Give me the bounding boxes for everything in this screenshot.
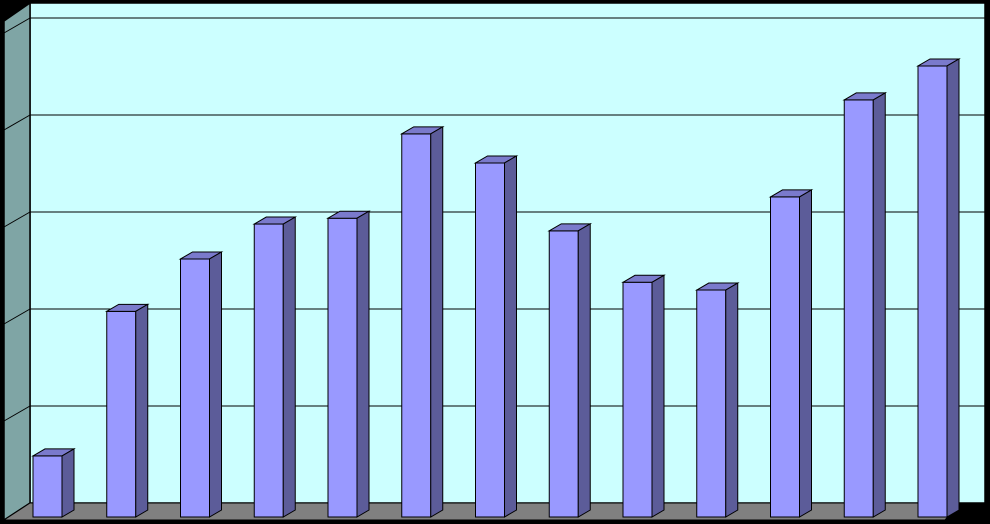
bar-side: [652, 275, 664, 517]
bar-front: [549, 231, 578, 517]
side-wall: [4, 3, 30, 520]
bar: [181, 252, 222, 517]
bar-side: [136, 304, 148, 517]
bar-front: [771, 197, 800, 517]
bar: [623, 275, 664, 517]
bar-side: [210, 252, 222, 517]
bar-front: [402, 134, 431, 517]
bar-front: [328, 218, 357, 517]
bar-front: [697, 290, 726, 517]
bar: [549, 224, 590, 517]
bar-front: [623, 282, 652, 517]
bar: [33, 449, 74, 517]
bar-side: [947, 59, 959, 517]
bar-front: [254, 224, 283, 517]
bar: [402, 127, 443, 517]
bar: [107, 304, 148, 517]
bar-side: [357, 211, 369, 517]
bar-front: [33, 456, 62, 517]
bar: [328, 211, 369, 517]
bar: [697, 283, 738, 517]
bar-front: [181, 259, 210, 517]
bar-side: [726, 283, 738, 517]
bar-side: [578, 224, 590, 517]
bar-side: [431, 127, 443, 517]
bar: [771, 190, 812, 517]
bar-front: [107, 311, 136, 517]
bar-front: [844, 100, 873, 517]
bar-side: [505, 156, 517, 517]
bar-side: [62, 449, 74, 517]
bar: [254, 217, 295, 517]
bar-front: [918, 66, 947, 517]
bar-side: [800, 190, 812, 517]
bar-front: [476, 163, 505, 517]
bar: [918, 59, 959, 517]
bar: [844, 93, 885, 517]
bar-side: [873, 93, 885, 517]
bar: [476, 156, 517, 517]
bar-side: [283, 217, 295, 517]
